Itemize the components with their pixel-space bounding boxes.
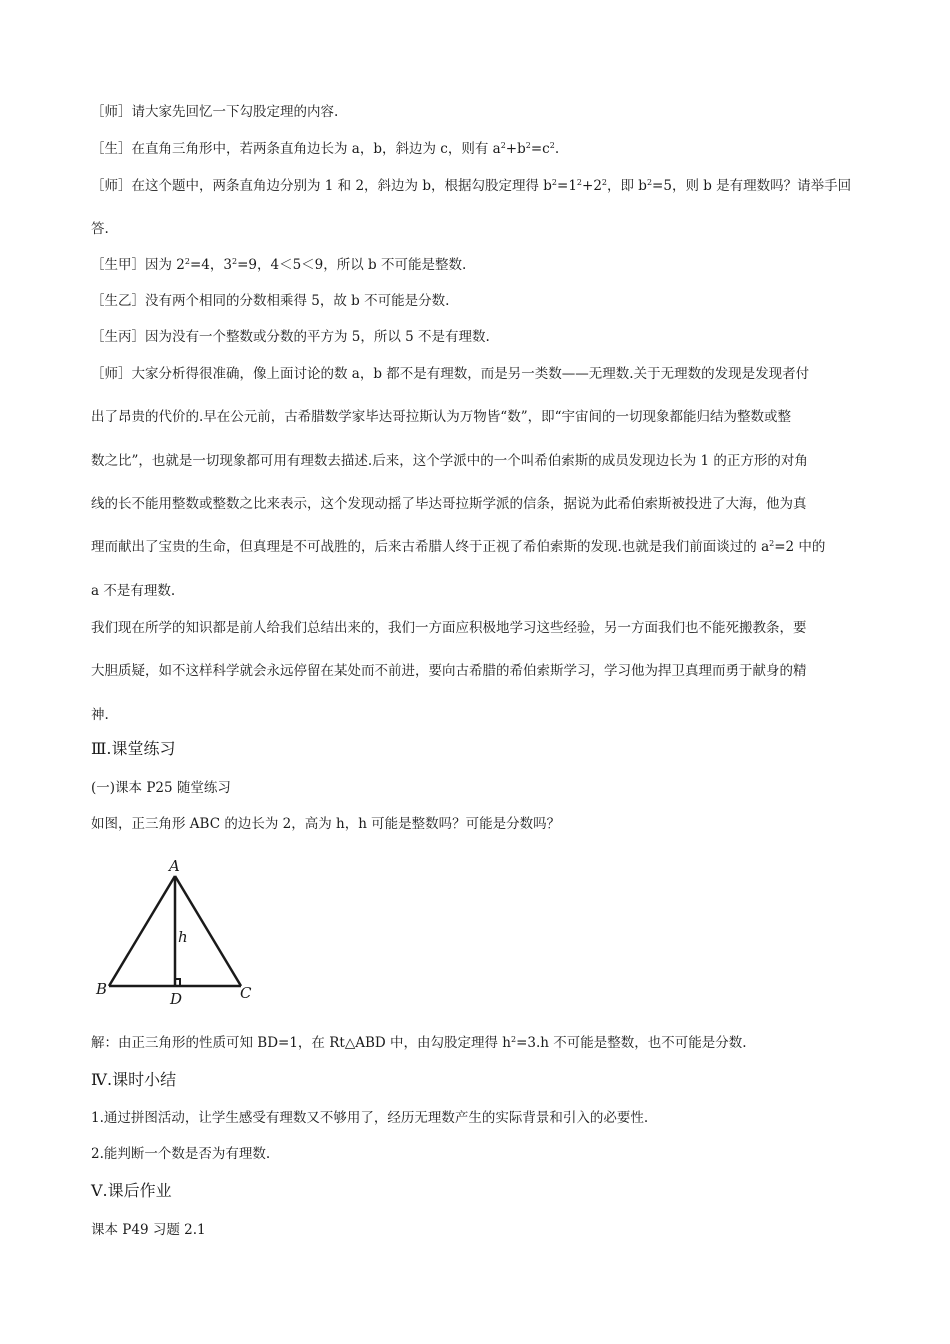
triangle-figure — [88, 852, 268, 1012]
student-a-line: ［生甲］因为 $2^2=4$，$3^2=9$，4＜5＜9，所以 b 不可能是整数. — [91, 257, 467, 273]
teacher-line-1: ［师］请大家先回忆一下勾股定理的内容. — [91, 104, 339, 120]
label-d: D — [170, 990, 183, 1008]
teacher-para-line-5: 理而献出了宝贵的生命，但真理是不可战胜的，后来古希腊人终于正视了希伯索斯的发现.也就是我们前面谈过的 $a^2=2$ 中的 — [91, 539, 826, 555]
section-heading-practice: Ⅲ.课堂练习 — [91, 739, 176, 758]
practice-question: 如图，正三角形 ABC 的边长为 2，高为 h，h 可能是整数吗？可能是分数吗？ — [91, 816, 561, 832]
summary-para-line-1: 我们现在所学的知识都是前人给我们总结出来的，我们一方面应积极地学习这些经验，另一方面我们也不能死搬教条，要 — [91, 620, 807, 636]
summary-para-line-3: 神. — [91, 707, 109, 723]
teacher-para-line-1: ［师］大家分析得很准确，像上面讨论的数 a，b 都不是有理数，而是另一类数——无理数.关于无理数的发现是发现者付 — [91, 366, 810, 382]
homework-item-1: 课本 P49 习题 2.1 — [91, 1222, 206, 1238]
student-line-1: ［生］在直角三角形中，若两条直角边长为 a，b，斜边为 c，则有 $a^2+b^2=c^2$. — [91, 141, 560, 157]
practice-answer: 解：由正三角形的性质可知 BD=1，在 Rt△ABD 中，由勾股定理得 $h^2=3.h$ 不可能是整数，也不可能是分数. — [91, 1035, 747, 1051]
label-a: A — [169, 857, 180, 875]
practice-subheading: (一)课本 P25 随堂练习 — [91, 780, 231, 796]
teacher-line-2-cont: 答. — [91, 221, 109, 237]
summary-item-1: 1.通过拼图活动，让学生感受有理数又不够用了，经历无理数产生的实际背景和引入的必要性. — [91, 1110, 649, 1126]
teacher-para-line-2: 出了昂贵的代价的.早在公元前，古希腊数学家毕达哥拉斯认为万物皆“数”，即“宇宙间的一切现象都能归结为整数或整 — [91, 409, 791, 425]
teacher-para-line-6: a 不是有理数. — [91, 583, 176, 599]
label-b: B — [96, 980, 108, 998]
section-heading-homework: Ⅴ.课后作业 — [91, 1181, 172, 1200]
label-h: h — [178, 928, 188, 946]
summary-para-line-2: 大胆质疑，如不这样科学就会永远停留在某处而不前进，要向古希腊的希伯索斯学习，学习他为捍卫真理而勇于献身的精 — [91, 663, 807, 679]
side-ab — [109, 876, 175, 986]
student-b-line: ［生乙］没有两个相同的分数相乘得 5，故 b 不可能是分数. — [91, 293, 450, 309]
summary-item-2: 2.能判断一个数是否为有理数. — [91, 1146, 271, 1162]
label-c: C — [240, 984, 252, 1002]
section-heading-summary: Ⅳ.课时小结 — [91, 1070, 177, 1089]
teacher-para-line-4: 线的长不能用整数或整数之比来表示，这个发现动摇了毕达哥拉斯学派的信条，据说为此希伯索斯被投进了大海，他为真 — [91, 496, 807, 512]
teacher-para-line-3: 数之比”，也就是一切现象都可用有理数去描述.后来，这个学派中的一个叫希伯索斯的成员发现边长为 1 的正方形的对角 — [91, 453, 808, 469]
teacher-line-2: ［师］在这个题中，两条直角边分别为 1 和 2，斜边为 b，根据勾股定理得 $b^2=1^2+2^2$，即 $b^2=5$，则 b 是有理数吗？请举手回 — [91, 178, 852, 194]
student-c-line: ［生丙］因为没有一个整数或分数的平方为 5，所以 5 不是有理数. — [91, 329, 490, 345]
